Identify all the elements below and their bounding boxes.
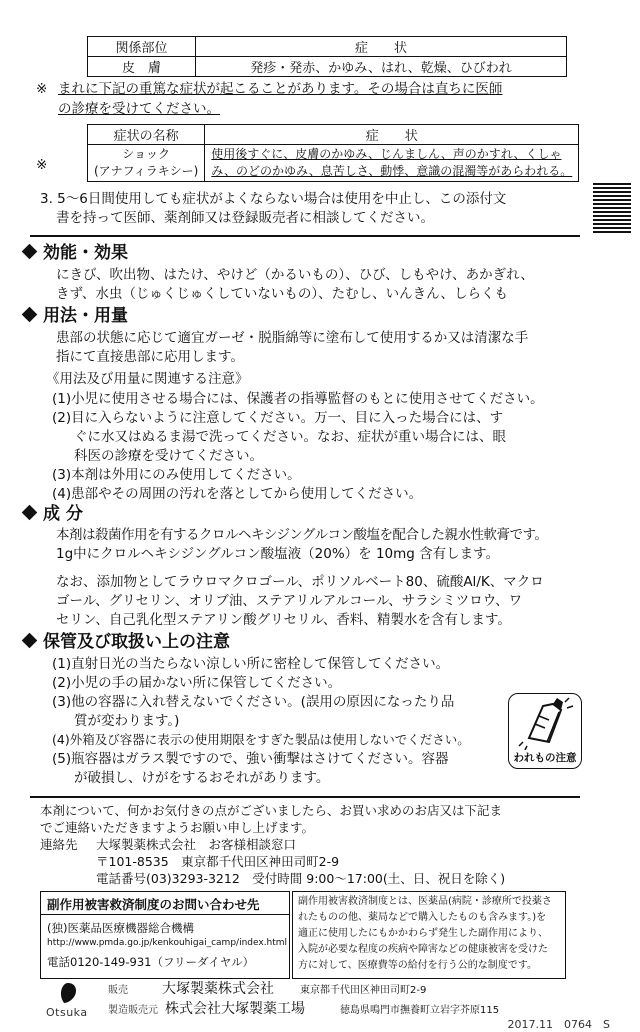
table-header: 症 状 <box>205 125 579 145</box>
contact-address: 〒101-8535 東京都千代田区神田司町2-9 <box>96 854 340 869</box>
item-3-line: 3. 5〜6日間使用しても症状がよくならない場合は使用を中止し、この添付文 <box>40 191 507 207</box>
list-item: (4)患部やその周囲の汚れを落としてから使用してください。 <box>52 486 423 502</box>
relief-contact-box <box>40 891 290 979</box>
note-mark: ※ <box>36 157 48 173</box>
table-header: 症状の名称 <box>88 125 205 145</box>
body-line: 1g中にクロルヘキシジングルコン酸塩液（20%）を 10mg 含有します。 <box>56 546 500 562</box>
relief-desc-line: 適正に使用したにもかかわらず発生した副作用により、 <box>298 928 548 939</box>
side-effects-table <box>87 36 567 77</box>
edge-barcode <box>593 183 631 233</box>
list-item: (4)外箱及び容器に表示の使用期限をすぎた製品は使用しないでください。 <box>52 732 470 747</box>
serious-symptoms-table <box>87 124 579 182</box>
relief-phone: 電話0120-149-931（フリーダイヤル） <box>47 955 255 969</box>
item-3-line: 書を持って医師、薬剤師又は登録販売者に相談してください。 <box>56 210 434 226</box>
shock-name: ショック <box>122 147 171 161</box>
section-heading: 成 分 <box>20 504 83 524</box>
relief-desc-line: 副作用被害救済制度とは、医薬品(病院・診療所で投薬さ <box>298 896 552 907</box>
relief-org: (独)医薬品医療機器総合機構 <box>47 921 194 935</box>
contact-line: 本剤について、何かお気付きの点がございましたら、お買い求めのお店又は下記ま <box>40 803 503 818</box>
contact-line: 大塚製薬株式会社 お客様相談窓口 <box>96 837 297 852</box>
table-cell: 皮 膚 <box>88 57 196 77</box>
list-item: (2)目に入らないように注意してください。万一、目に入った場合には、す <box>52 410 504 426</box>
note-line: の診療を受けてください。 <box>58 101 220 117</box>
fragile-warning <box>508 693 582 769</box>
list-item: (1)直射日光の当たらない涼しい所に密栓して保管してください。 <box>52 656 450 672</box>
table-header: 症 状 <box>196 37 567 57</box>
section-heading: 効能・効果 <box>20 243 128 263</box>
manufacturer-address: 徳島県鳴門市撫養町立岩字芥原115 <box>340 1005 500 1016</box>
list-item: (3)他の容器に入れ替えないでください。(誤用の原因になったり品 <box>52 694 455 710</box>
body-line: 本剤は殺菌作用を有するクロルヘキシジングルコン酸塩を配合した親水性軟膏です。 <box>56 527 548 543</box>
relief-description-box <box>292 891 566 979</box>
table-cell <box>88 145 205 182</box>
list-item: (3)本剤は外用にのみ使用してください。 <box>52 467 301 483</box>
body-line: 患部の状態に応じて適宜ガーゼ・脱脂綿等に塗布して使用するか又は清潔な手 <box>56 330 529 346</box>
note-line: まれに下記の重篤な症状が起こることがあります。その場合は直ちに医師 <box>58 81 503 97</box>
contact-line: でご連絡いただきますようお願い申し上げます。 <box>40 820 315 835</box>
list-item: (1)小児に使用させる場合には、保護者の指導監督のもとに使用させてください。 <box>52 391 544 407</box>
sales-address: 東京都千代田区神田司町2-9 <box>300 985 427 996</box>
fragile-label: われもの注意 <box>513 752 577 764</box>
relief-desc-line: 入院が必要な程度の疾病や障害などの健康被害を受けた <box>298 944 548 955</box>
body-line: なお、添加物としてラウロマクロゴール、ポリソルベート80、硫酸Al/K、マクロ <box>56 574 544 590</box>
relief-title: 副作用被害救済制度のお問い合わせ先 <box>47 897 260 912</box>
list-item: (2)小児の手の届かない所に保管してください。 <box>52 675 342 691</box>
table-cell <box>205 145 579 182</box>
note-mark: ※ <box>36 81 48 97</box>
diamond-icon <box>22 505 38 521</box>
relief-desc-line: 方に対して、医療費等の給付を行う公的な制度です。 <box>298 960 537 971</box>
divider <box>30 235 580 237</box>
body-line: 指にて直接患部に応用します。 <box>56 349 244 365</box>
list-item-cont: が破損し、けがをするおそれがあります。 <box>74 770 330 786</box>
relief-url[interactable]: http://www.pmda.go.jp/kenkouhigai_camp/index.html <box>47 938 288 948</box>
list-item: (5)瓶容器はガラス製ですので、強い衝撃はさけてください。容器 <box>52 751 449 767</box>
sales-name: 大塚製薬株式会社 <box>162 981 274 997</box>
document-code: 2017.11 0764 S <box>507 1018 610 1031</box>
table-header: 関係部位 <box>88 37 196 57</box>
sales-label: 販売 <box>108 985 128 996</box>
symptom-line: み、のどのかゆみ、息苦しさ、動悸、意識の混濁等があらわれる。 <box>211 164 573 178</box>
diamond-icon <box>22 307 38 323</box>
manufacturer-label: 製造販売元 <box>108 1005 158 1016</box>
sub-heading: 《用法及び用量に関連する注意》 <box>46 371 249 387</box>
body-line: にきび、吹出物、はたけ、やけど（かるいもの）、ひび、しもやけ、あかぎれ、 <box>56 267 534 283</box>
diamond-icon <box>22 633 38 649</box>
symptom-line: 使用後すぐに、皮膚のかゆみ、じんましん、声のかすれ、くしゃ <box>211 147 562 161</box>
body-line: セリン、自己乳化型ステアリン酸グリセリル、香料、精製水を含有します。 <box>56 612 511 628</box>
relief-desc-line: れたものの他、薬局などで購入したものも含みます。)を <box>298 912 547 923</box>
section-heading: 保管及び取扱い上の注意 <box>20 632 230 652</box>
body-line: きず、水虫（じゅくじゅくしていないもの）、たむし、いんきん、しらくも <box>56 286 508 302</box>
divider <box>30 796 580 798</box>
list-item-cont: ぐに水又はぬるま湯で洗ってください。なお、症状が重い場合には、眼 <box>74 429 506 445</box>
shock-alt-name: (アナフィラキシー) <box>94 164 199 178</box>
body-line: ゴール、グリセリン、オリブ油、ステアリルアルコール、サラシミツロウ、ワ <box>56 593 523 609</box>
divider <box>41 914 289 915</box>
contact-label: 連絡先 <box>40 837 78 852</box>
table-cell: 発疹・発赤、かゆみ、はれ、乾燥、ひびわれ <box>196 57 567 77</box>
section-heading: 用法・用量 <box>20 306 128 326</box>
otsuka-logo-icon <box>56 981 80 1005</box>
diamond-icon <box>22 244 38 260</box>
otsuka-logo-text: Otsuka <box>46 1006 88 1019</box>
manufacturer-name: 株式会社大塚製薬工場 <box>165 1001 305 1017</box>
contact-phone: 電話番号(03)3293-3212 受付時間 9:00〜17:00(土、日、祝日を除く) <box>96 871 506 886</box>
list-item-cont: 科医の診療を受けてください。 <box>74 448 263 464</box>
list-item-cont: 質が変わります。) <box>74 713 180 729</box>
broken-bottle-icon <box>509 694 581 750</box>
